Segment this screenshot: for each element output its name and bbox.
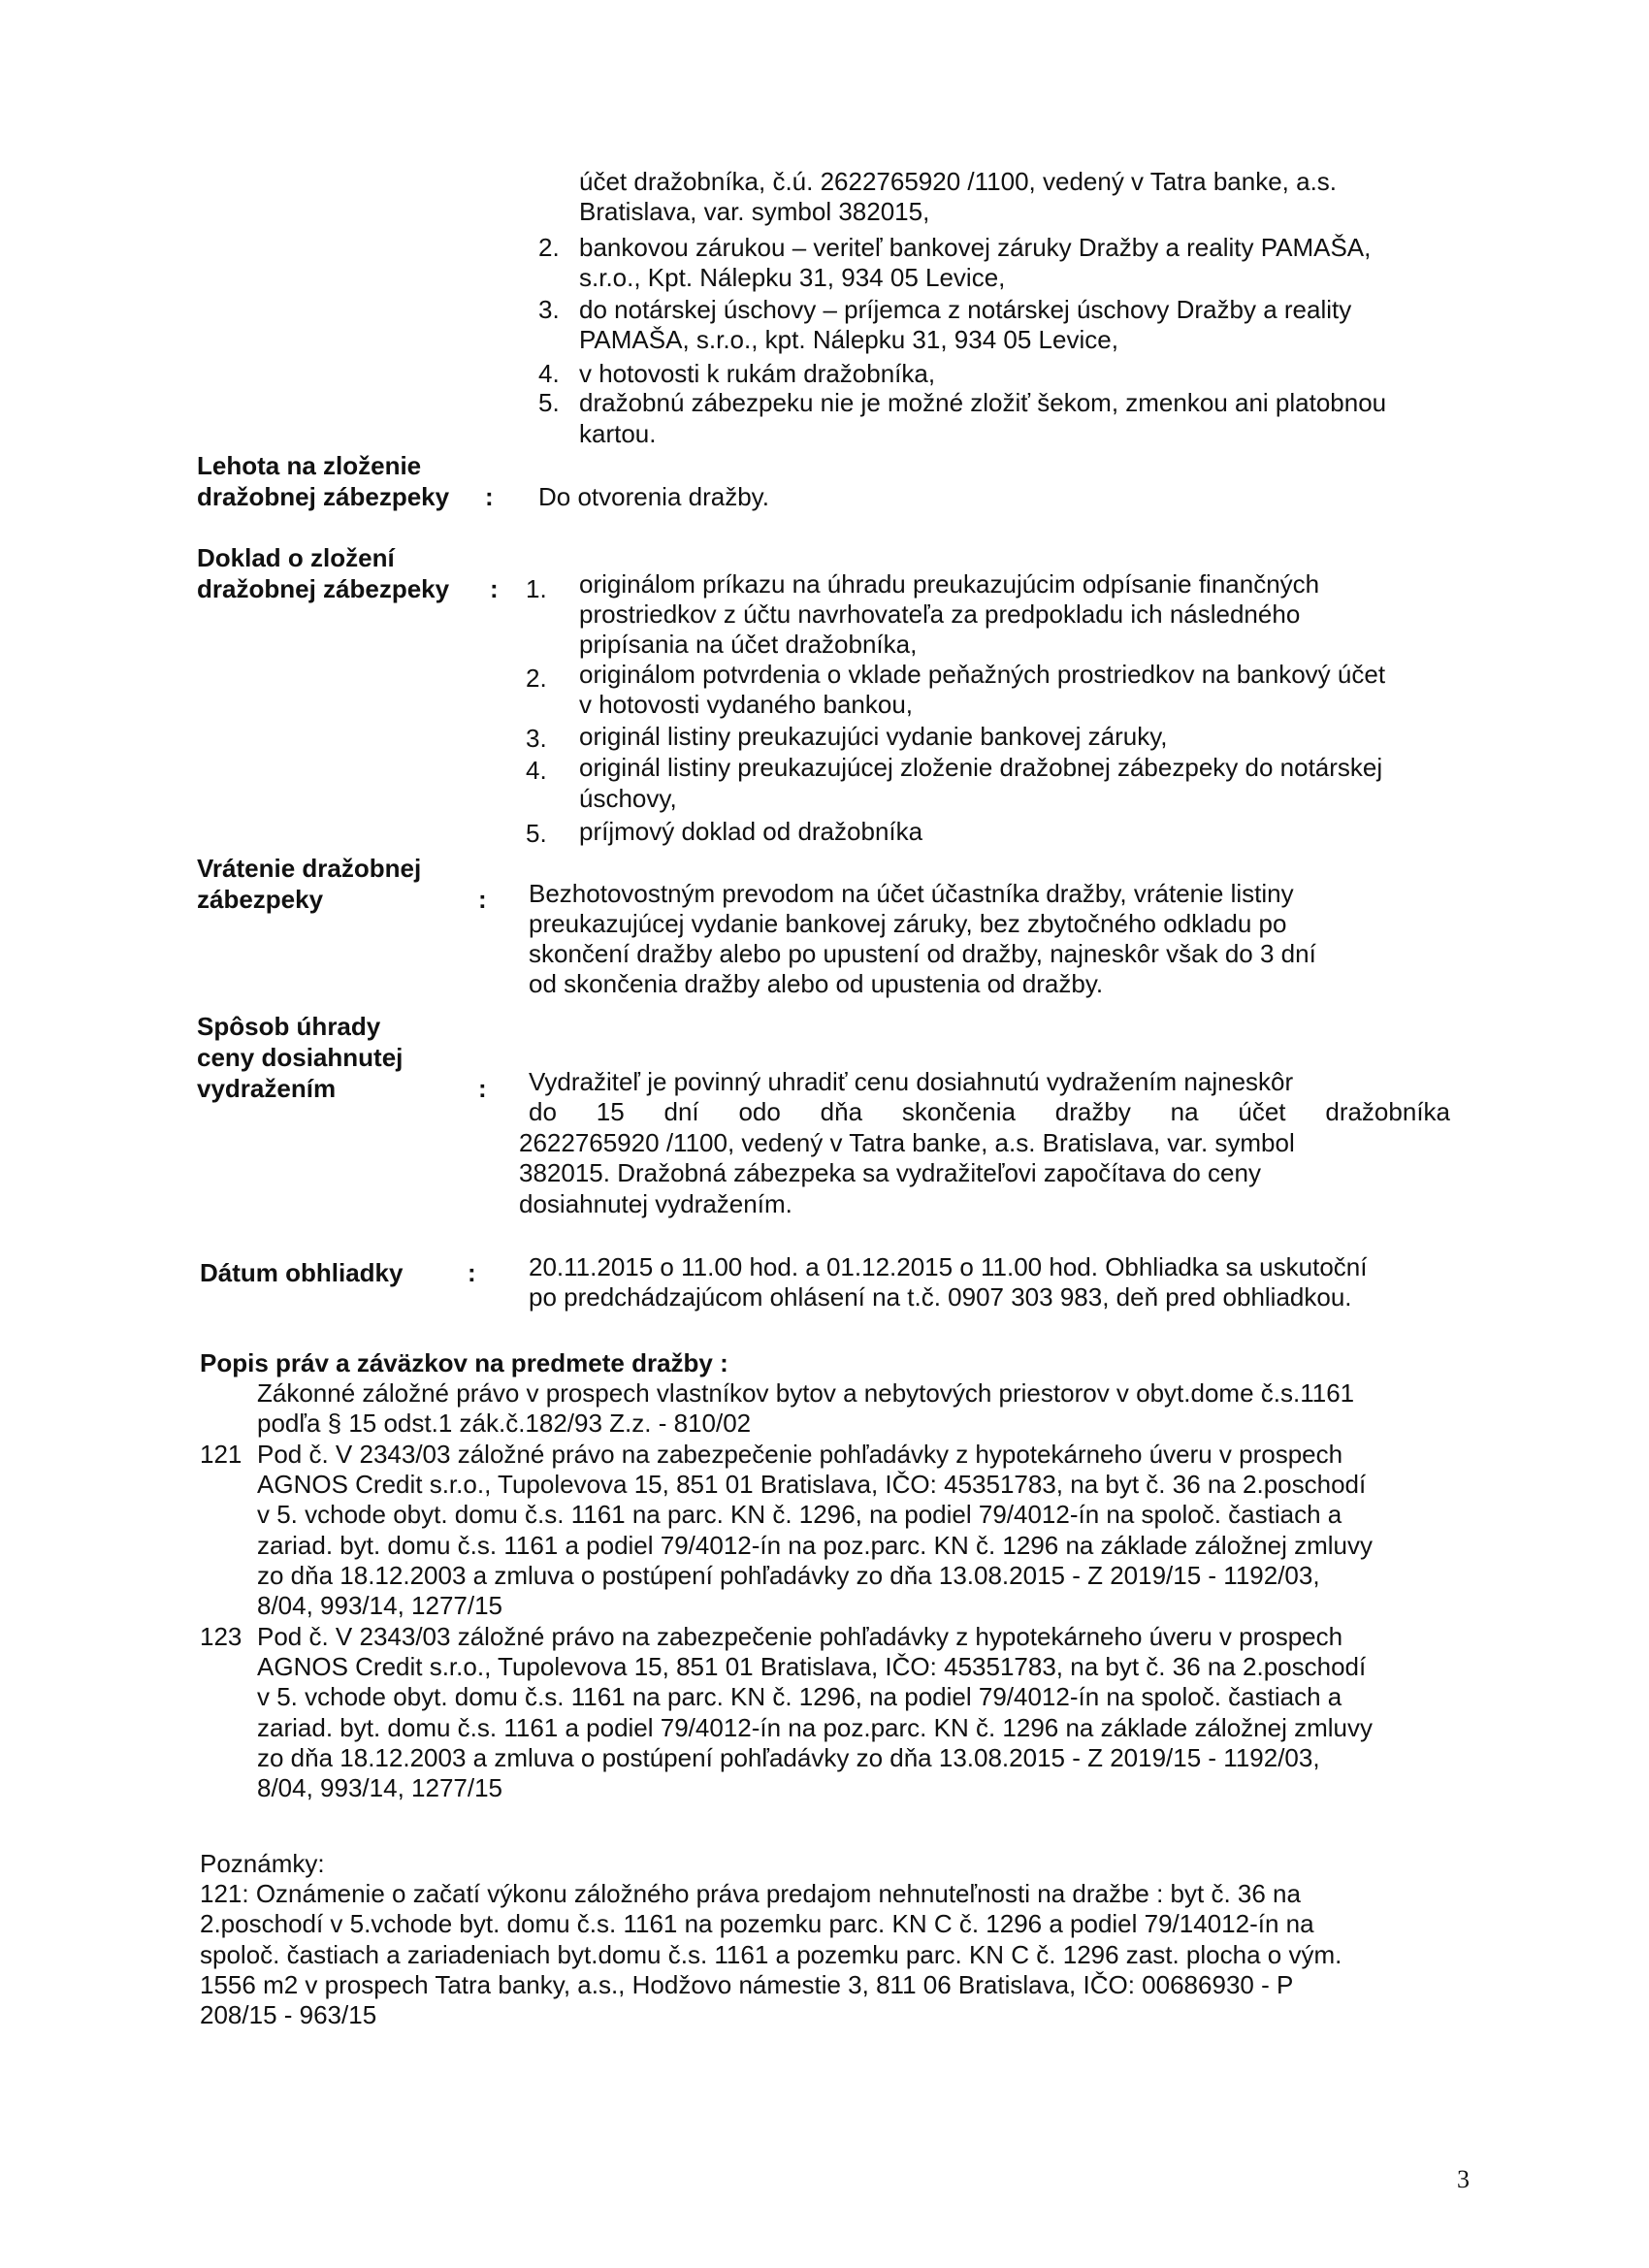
section-text-line: od skončenia dražby alebo od upustenia od dražby. bbox=[529, 969, 1104, 998]
note-line: 208/15 - 963/15 bbox=[200, 2000, 377, 2029]
list-item-line: do notárskej úschovy – príjemca z notárskej úschovy Dražby a reality bbox=[579, 295, 1352, 324]
entry-line: v 5. vchode obyt. domu č.s. 1161 na parc. KN č. 1296, na podiel 79/4012-ín na spoloč. častiach a bbox=[257, 1500, 1342, 1529]
payment-method-line: účet dražobníka, č.ú. 2622765920 /1100, vedený v Tatra banke, a.s. bbox=[579, 167, 1338, 196]
entry-line: AGNOS Credit s.r.o., Tupolevova 15, 851 01 Bratislava, IČO: 45351783, na byt č. 36 na 2.poschodí bbox=[257, 1652, 1367, 1681]
entry-line: zariad. byt. domu č.s. 1161 a podiel 79/4012-ín na poz.parc. KN č. 1296 na základe záložnej zmluvy bbox=[257, 1713, 1373, 1742]
section-label: Doklad o zložení bbox=[197, 543, 395, 572]
entry-line: 8/04, 993/14, 1277/15 bbox=[257, 1591, 503, 1620]
section-text-line: 2622765920 /1100, vedený v Tatra banke, a.s. Bratislava, var. symbol bbox=[519, 1128, 1295, 1157]
entry-line: Pod č. V 2343/03 záložné právo na zabezpečenie pohľadávky z hypotekárneho úveru v prospech bbox=[257, 1622, 1343, 1651]
list-item-line: dražobnú zábezpeku nie je možné zložiť šekom, zmenkou ani platobnou bbox=[579, 388, 1387, 417]
section-value: Do otvorenia dražby. bbox=[538, 482, 769, 511]
note-line: 121: Oznámenie o začatí výkonu záložného práva predajom nehnuteľnosti na dražbe : byt č. 36 na bbox=[200, 1879, 1301, 1908]
list-item-line: prostriedkov z účtu navrhovateľa za predpokladu ich následného bbox=[579, 599, 1301, 629]
list-item-line: originálom potvrdenia o vklade peňažných prostriedkov na bankový účet bbox=[579, 660, 1386, 689]
section-text-line: Bezhotovostným prevodom na účet účastníka dražby, vrátenie listiny bbox=[529, 879, 1294, 908]
section-text-line: 20.11.2015 o 11.00 hod. a 01.12.2015 o 11.00 hod. Obhliadka sa uskutoční bbox=[529, 1252, 1368, 1281]
list-number: 2. bbox=[538, 233, 560, 262]
section-text-line: 382015. Dražobná zábezpeka sa vydražiteľovi započítava do ceny bbox=[519, 1158, 1261, 1187]
section-label: Dátum obhliadky bbox=[200, 1258, 404, 1287]
entry-line: zo dňa 18.12.2003 a zmluva o postúpení pohľadávky zo dňa 13.08.2015 - Z 2019/15 - 1192/03, bbox=[257, 1561, 1320, 1590]
label-colon: : bbox=[485, 482, 494, 511]
label-colon: : bbox=[478, 1074, 487, 1103]
list-item-line: originál listiny preukazujúci vydanie bankovej záruky, bbox=[579, 722, 1168, 751]
section-label: Lehota na zloženie bbox=[197, 451, 422, 480]
popis-intro-line: Zákonné záložné právo v prospech vlastníkov bytov a nebytových priestorov v obyt.dome č.s.1161 bbox=[257, 1378, 1355, 1408]
list-item-line: originálom príkazu na úhradu preukazujúcim odpísanie finančných bbox=[579, 569, 1320, 599]
section-label: ceny dosiahnutej bbox=[197, 1043, 404, 1072]
list-number: 4. bbox=[538, 359, 560, 388]
label-colon: : bbox=[468, 1258, 476, 1287]
list-number: 3. bbox=[538, 295, 560, 324]
entry-number: 121 bbox=[200, 1440, 242, 1469]
list-number: 2. bbox=[526, 664, 547, 693]
list-item-line: v hotovosti vydaného bankou, bbox=[579, 690, 914, 719]
list-item-line: úschovy, bbox=[579, 784, 677, 813]
list-number: 1. bbox=[526, 574, 547, 603]
note-line: 1556 m2 v prospech Tatra banky, a.s., Hodžovo námestie 3, 811 06 Bratislava, IČO: 00686930 - P bbox=[200, 1970, 1294, 1999]
list-item-line: príjmový doklad od dražobníka bbox=[579, 817, 923, 846]
list-number: 4. bbox=[526, 756, 547, 785]
entry-line: Pod č. V 2343/03 záložné právo na zabezpečenie pohľadávky z hypotekárneho úveru v prospech bbox=[257, 1440, 1343, 1469]
section-text-line: preukazujúcej vydanie bankovej záruky, bez zbytočného odkladu po bbox=[529, 909, 1287, 938]
list-item-line: originál listiny preukazujúcej zloženie dražobnej zábezpeky do notárskej bbox=[579, 753, 1383, 782]
list-number: 5. bbox=[538, 388, 560, 417]
list-item-line: v hotovosti k rukám dražobníka, bbox=[579, 359, 936, 388]
payment-method-line: Bratislava, var. symbol 382015, bbox=[579, 197, 930, 226]
entry-line: AGNOS Credit s.r.o., Tupolevova 15, 851 01 Bratislava, IČO: 45351783, na byt č. 36 na 2.poschodí bbox=[257, 1470, 1367, 1499]
list-number: 3. bbox=[526, 724, 547, 753]
label-colon: : bbox=[478, 885, 487, 914]
section-label: vydražením bbox=[197, 1074, 337, 1103]
section-text-line: Vydražiteľ je povinný uhradiť cenu dosiahnutú vydražením najneskôr bbox=[529, 1067, 1294, 1096]
section-label: Spôsob úhrady bbox=[197, 1012, 381, 1041]
section-label: dražobnej zábezpeky bbox=[197, 574, 450, 603]
entry-line: zo dňa 18.12.2003 a zmluva o postúpení pohľadávky zo dňa 13.08.2015 - Z 2019/15 - 1192/03, bbox=[257, 1743, 1320, 1772]
section-text-line: do 15 dní odo dňa skončenia dražby na účet dražobníka bbox=[529, 1097, 1450, 1126]
section-heading: Popis práv a záväzkov na predmete dražby : bbox=[200, 1348, 728, 1377]
section-text-line: skončení dražby alebo po upustení od dražby, najneskôr však do 3 dní bbox=[529, 939, 1316, 968]
entry-line: 8/04, 993/14, 1277/15 bbox=[257, 1773, 503, 1802]
list-item-line: PAMAŠA, s.r.o., kpt. Nálepku 31, 934 05 Levice, bbox=[579, 325, 1118, 354]
list-item-line: s.r.o., Kpt. Nálepku 31, 934 05 Levice, bbox=[579, 263, 1006, 292]
label-colon: : bbox=[490, 574, 499, 603]
entry-line: v 5. vchode obyt. domu č.s. 1161 na parc. KN č. 1296, na podiel 79/4012-ín na spoloč. častiach a bbox=[257, 1682, 1342, 1711]
entry-line: zariad. byt. domu č.s. 1161 a podiel 79/4012-ín na poz.parc. KN č. 1296 na základe záložnej zmluvy bbox=[257, 1531, 1373, 1560]
entry-number: 123 bbox=[200, 1622, 242, 1651]
section-label: dražobnej zábezpeky bbox=[197, 482, 450, 511]
list-item-line: bankovou zárukou – veriteľ bankovej záruky Dražby a reality PAMAŠA, bbox=[579, 233, 1372, 262]
list-item-line: pripísania na účet dražobníka, bbox=[579, 630, 918, 659]
section-text-line: dosiahnutej vydražením. bbox=[519, 1189, 792, 1218]
list-number: 5. bbox=[526, 819, 547, 848]
note-line: 2.poschodí v 5.vchode byt. domu č.s. 1161 na pozemku parc. KN C č. 1296 a podiel 79/14012-ín na bbox=[200, 1909, 1314, 1938]
section-text-line: po predchádzajúcom ohlásení na t.č. 0907 303 983, deň pred obhliadkou. bbox=[529, 1282, 1352, 1312]
section-label: zábezpeky bbox=[197, 885, 324, 914]
section-label: Vrátenie dražobnej bbox=[197, 854, 422, 883]
popis-intro-line: podľa § 15 odst.1 zák.č.182/93 Z.z. - 810/02 bbox=[257, 1409, 752, 1438]
section-heading: Poznámky: bbox=[200, 1849, 325, 1878]
list-item-line: kartou. bbox=[579, 419, 657, 448]
page-number: 3 bbox=[1457, 2165, 1470, 2193]
note-line: spoloč. častiach a zariadeniach byt.domu č.s. 1161 a pozemku parc. KN C č. 1296 zast. plocha o vým. bbox=[200, 1940, 1342, 1969]
